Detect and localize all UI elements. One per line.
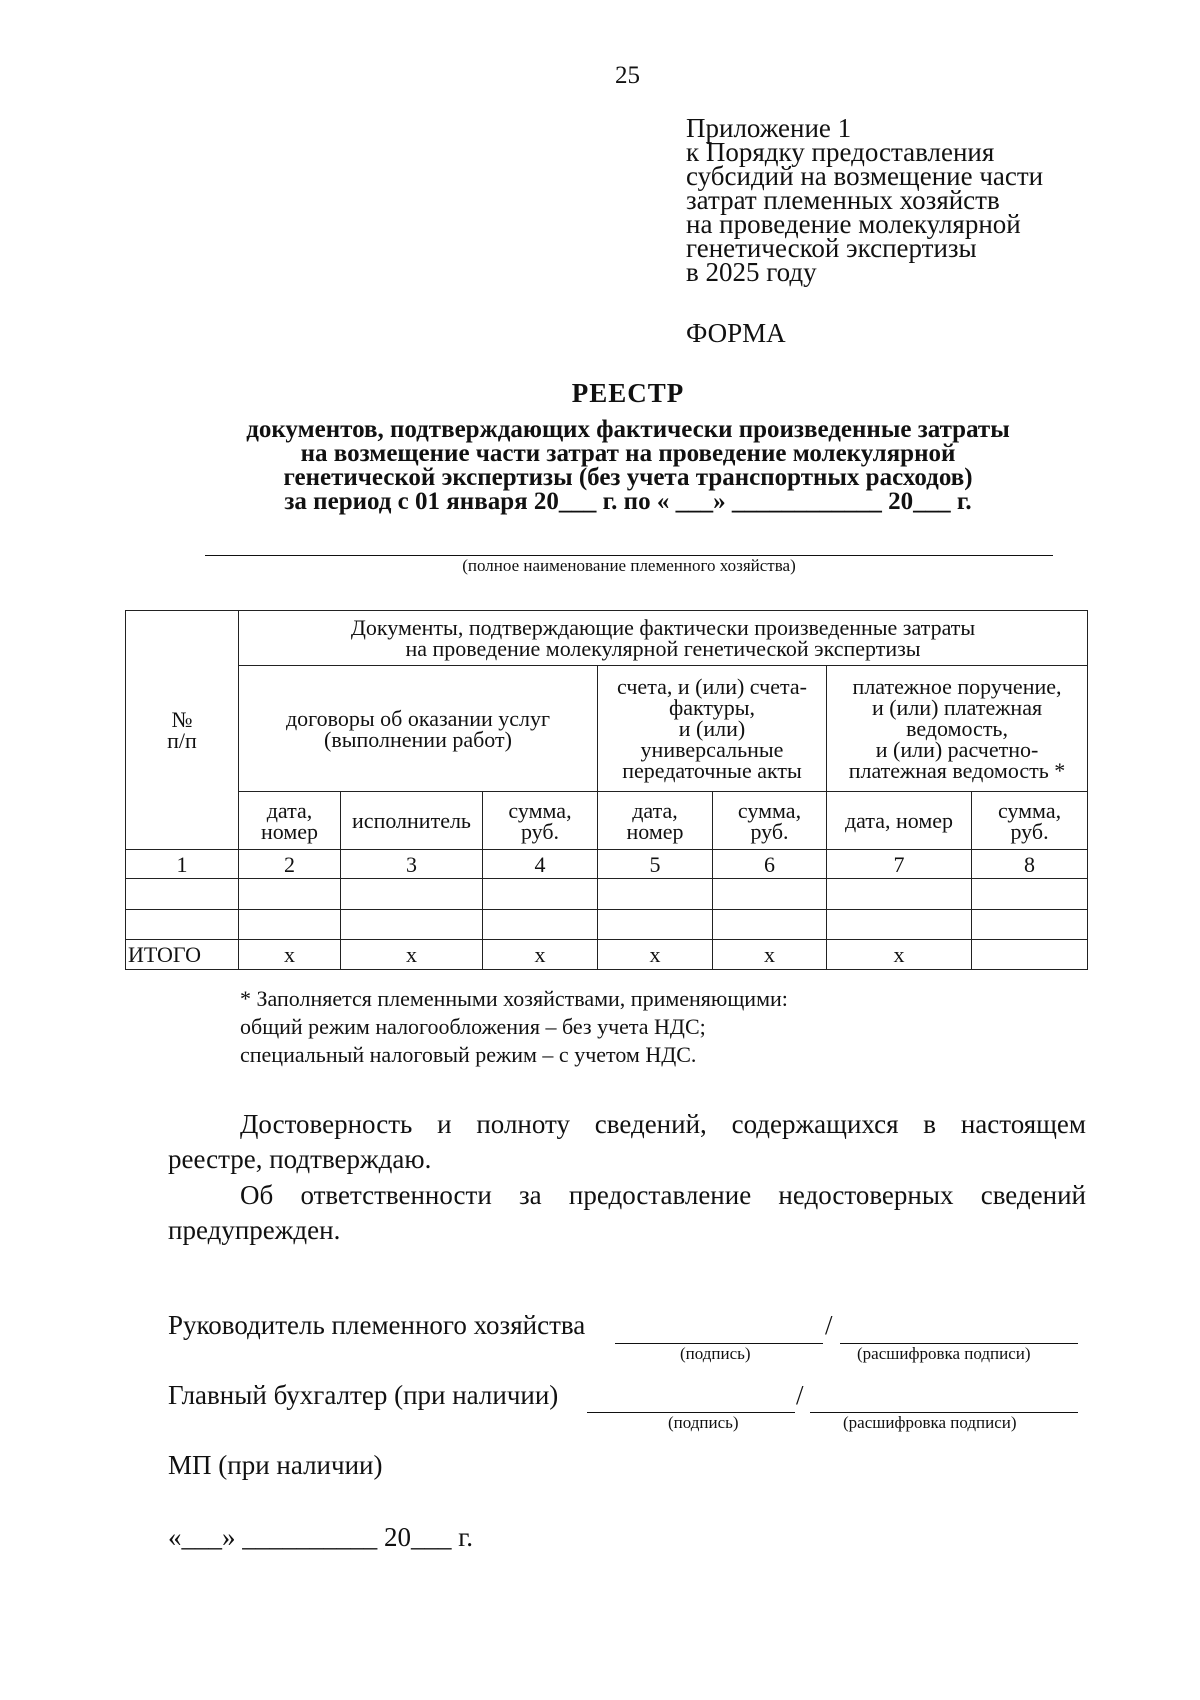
footnote-line: общий режим налогообложения – без учета НДС; (240, 1014, 706, 1039)
registry-subtitle-line: на возмещение части затрат на проведение молекулярной (300, 440, 956, 467)
table-cell[interactable] (827, 910, 972, 940)
stamp-label: МП (при наличии) (168, 1450, 383, 1480)
header-date-number: дата, номер (239, 792, 341, 850)
numbering-cell: 1 (126, 850, 239, 879)
table-cell[interactable] (126, 879, 239, 910)
appendix-line: Приложение 1 (686, 113, 852, 143)
registry-subtitle-line: генетической экспертизы (без учета транспортных расходов) (283, 464, 973, 491)
registry-title: РЕЕСТР (571, 378, 685, 408)
accountant-decoding-caption: (расшифровка подписи) (843, 1413, 1017, 1432)
total-mark: x (598, 940, 713, 970)
total-sum-cell[interactable] (972, 940, 1088, 970)
total-mark: x (341, 940, 483, 970)
appendix-line: к Порядку предоставления (686, 137, 995, 167)
header-sum: сумма, руб. (483, 792, 598, 850)
table-cell[interactable] (972, 879, 1088, 910)
registry-subtitle (0, 418, 1200, 514)
registry-table (125, 610, 1088, 970)
confirmation-line: реестре, подтверждаю. (168, 1144, 432, 1174)
responsibility-line: предупрежден. (168, 1215, 341, 1245)
responsibility-line: Об ответственности за предоставление недостоверных сведений (240, 1180, 1086, 1210)
accountant-signature-caption: (подпись) (668, 1413, 739, 1432)
head-decoding-caption: (расшифровка подписи) (857, 1344, 1031, 1363)
registry-subtitle-line: документов, подтверждающих фактически произведенные затраты (246, 416, 1010, 443)
responsibility-paragraph (168, 1178, 1086, 1248)
footnote-line: специальный налоговый режим – с учетом НДС. (240, 1042, 697, 1067)
header-sum: сумма, руб. (713, 792, 827, 850)
total-mark: x (713, 940, 827, 970)
numbering-cell: 4 (483, 850, 598, 879)
numbering-cell: 8 (972, 850, 1088, 879)
header-date-number: дата, номер (827, 792, 972, 850)
header-invoices: счета, и (или) счета- фактуры, и (или) универсальные передаточные акты (598, 666, 827, 792)
table-cell[interactable] (713, 879, 827, 910)
table-cell[interactable] (713, 910, 827, 940)
registry-subtitle-line: за период с 01 января 20___ г. по « ___» ____________ 20___ г. (284, 488, 972, 515)
numbering-cell: 2 (239, 850, 341, 879)
numbering-row (126, 850, 1088, 879)
total-mark: x (827, 940, 972, 970)
total-label: ИТОГО (126, 940, 239, 970)
confirmation-paragraph (168, 1107, 1086, 1177)
table-cell[interactable] (483, 879, 598, 910)
table-row (126, 879, 1088, 910)
header-date-number: дата, номер (598, 792, 713, 850)
appendix-line: на проведение молекулярной (686, 209, 1021, 239)
total-mark: x (239, 940, 341, 970)
head-signature-caption: (подпись) (680, 1344, 751, 1363)
appendix-line: генетической экспертизы (686, 233, 977, 263)
table-cell[interactable] (598, 879, 713, 910)
accountant-signature-slash: / (796, 1380, 804, 1410)
confirmation-line: Достоверность и полноту сведений, содержащихся в настоящем (240, 1109, 1086, 1139)
table-cell[interactable] (126, 910, 239, 940)
table-row (126, 910, 1088, 940)
table-cell[interactable] (972, 910, 1088, 940)
appendix-block (686, 113, 1044, 287)
farm-name-caption: (полное наименование племенного хозяйства) (462, 556, 796, 575)
table-cell[interactable] (341, 879, 483, 910)
table-cell[interactable] (827, 879, 972, 910)
table-cell[interactable] (239, 910, 341, 940)
numbering-cell: 7 (827, 850, 972, 879)
table-cell[interactable] (483, 910, 598, 940)
header-row-number: № п/п (126, 611, 239, 850)
appendix-line: в 2025 году (686, 257, 817, 287)
footnote (240, 985, 788, 1069)
numbering-cell: 5 (598, 850, 713, 879)
header-documents-group: Документы, подтверждающие фактически произведенные затраты на проведение молекулярной генетической экспертизы (239, 611, 1088, 666)
form-label: ФОРМА (686, 318, 786, 348)
head-signature-label: Руководитель племенного хозяйства (168, 1310, 586, 1340)
header-sum: сумма, руб. (972, 792, 1088, 850)
numbering-cell: 3 (341, 850, 483, 879)
table-cell[interactable] (598, 910, 713, 940)
header-executor: исполнитель (341, 792, 483, 850)
appendix-line: субсидий на возмещение части (686, 161, 1044, 191)
footnote-line: * Заполняется племенными хозяйствами, применяющими: (240, 986, 788, 1011)
page-number: 25 (615, 62, 640, 89)
total-row (126, 940, 1088, 970)
table-cell[interactable] (341, 910, 483, 940)
numbering-cell: 6 (713, 850, 827, 879)
table-cell[interactable] (239, 879, 341, 910)
header-contracts: договоры об оказании услуг (выполнении работ) (239, 666, 598, 792)
head-signature-slash: / (825, 1310, 833, 1340)
appendix-line: затрат племенных хозяйств (686, 185, 1000, 215)
accountant-signature-label: Главный бухгалтер (при наличии) (168, 1380, 559, 1410)
total-mark: x (483, 940, 598, 970)
header-payments: платежное поручение, и (или) платежная ведомость, и (или) расчетно- платежная ведомость * (827, 666, 1088, 792)
date-line: «___» __________ 20___ г. (168, 1522, 474, 1552)
